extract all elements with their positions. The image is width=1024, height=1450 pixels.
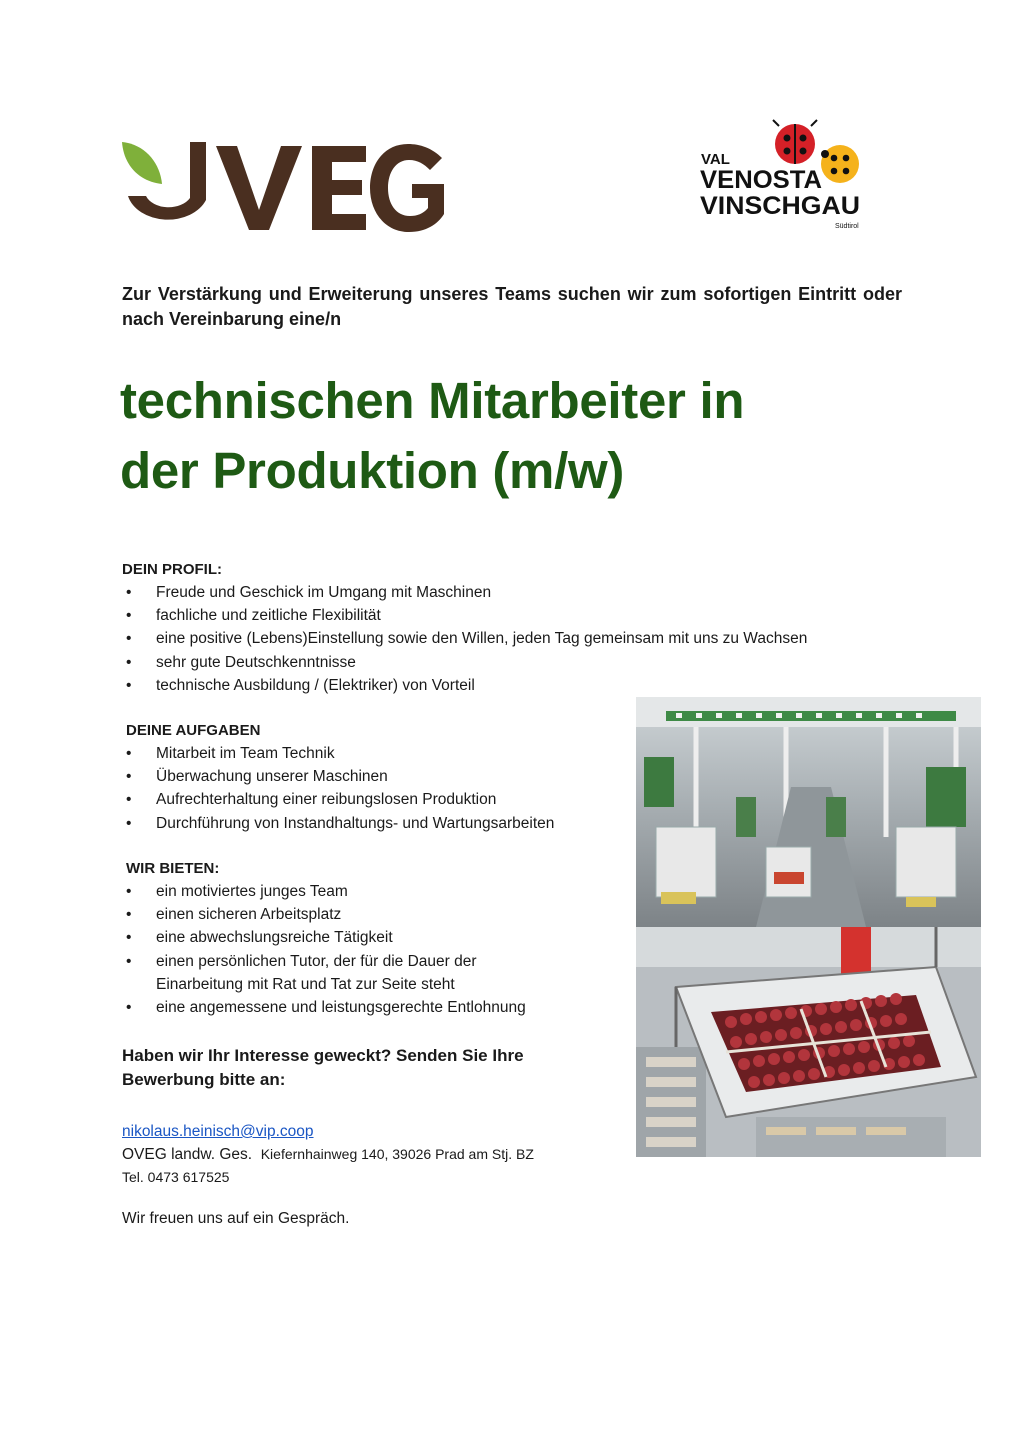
oveg-logo (120, 140, 450, 232)
contact-block (122, 1120, 534, 1189)
list-item: • einen persönlichen Tutor, der für die Dauer der Einarbeitung mit Rat und Tat zur Seite steht (122, 950, 552, 996)
list-item: • Überwachung unserer Maschinen (122, 765, 622, 788)
list-item: • eine abwechslungsreiche Tätigkeit (122, 926, 552, 949)
bieten-heading: WIR BIETEN: (126, 860, 220, 877)
company-name: OVEG landw. Ges. (122, 1146, 253, 1163)
bieten-section (122, 858, 552, 1019)
company-address: Kiefernhainweg 140, 39026 Prad am Stj. BZ (260, 1146, 534, 1162)
val-venosta-logo (695, 118, 865, 230)
profil-heading: DEIN PROFIL: (122, 561, 222, 578)
job-title (120, 366, 744, 506)
list-item: • eine angemessene und leistungsgerechte Entlohnung (122, 996, 552, 1019)
list-item: • technische Ausbildung / (Elektriker) von Vorteil (122, 674, 902, 697)
profil-list (122, 581, 902, 697)
profil-section (122, 559, 902, 697)
call-to-action: Haben wir Ihr Interesse geweckt? Senden Sie Ihre Bewerbung bitte an: (122, 1046, 524, 1089)
phone-number: Tel. 0473 617525 (122, 1169, 230, 1185)
val-logo-line2: VENOSTA (700, 166, 822, 194)
val-logo-line3: VINSCHGAU (700, 192, 860, 220)
list-item: • Freude und Geschick im Umgang mit Maschinen (122, 581, 902, 604)
list-item: • Mitarbeit im Team Technik (122, 742, 622, 765)
list-item: • sehr gute Deutschkenntnisse (122, 651, 902, 674)
val-logo-line1: VAL (701, 151, 730, 168)
closing-text: Wir freuen uns auf ein Gespräch. (122, 1210, 350, 1227)
job-title-line1: technischen Mitarbeiter in (120, 372, 745, 429)
aufgaben-list (122, 742, 622, 835)
list-item: • einen sicheren Arbeitsplatz (122, 903, 552, 926)
company-line (122, 1143, 534, 1166)
aufgaben-heading: DEINE AUFGABEN (126, 722, 261, 739)
list-item: • Durchführung von Instandhaltungs- und Wartungsarbeiten (122, 812, 622, 835)
list-item: • fachliche und zeitliche Flexibilität (122, 604, 902, 627)
production-hall-photo (636, 697, 981, 927)
intro-text: Zur Verstärkung und Erweiterung unseres Teams suchen wir zum sofortigen Eintritt oder nach Vereinbarung eine/n (122, 284, 902, 329)
list-item: • eine positive (Lebens)Einstellung sowie den Willen, jeden Tag gemeinsam mit uns zu Wachsen (122, 627, 902, 650)
val-logo-line4: Südtirol (835, 223, 859, 230)
aufgaben-section (122, 720, 622, 835)
bieten-list (122, 880, 552, 1019)
email-link[interactable]: nikolaus.heinisch@vip.coop (122, 1123, 314, 1140)
job-title-line2: der Produktion (m/w) (120, 442, 625, 499)
apple-packing-photo (636, 927, 981, 1157)
list-item: • Aufrechterhaltung einer reibungslosen Produktion (122, 788, 622, 811)
list-item: • ein motiviertes junges Team (122, 880, 552, 903)
